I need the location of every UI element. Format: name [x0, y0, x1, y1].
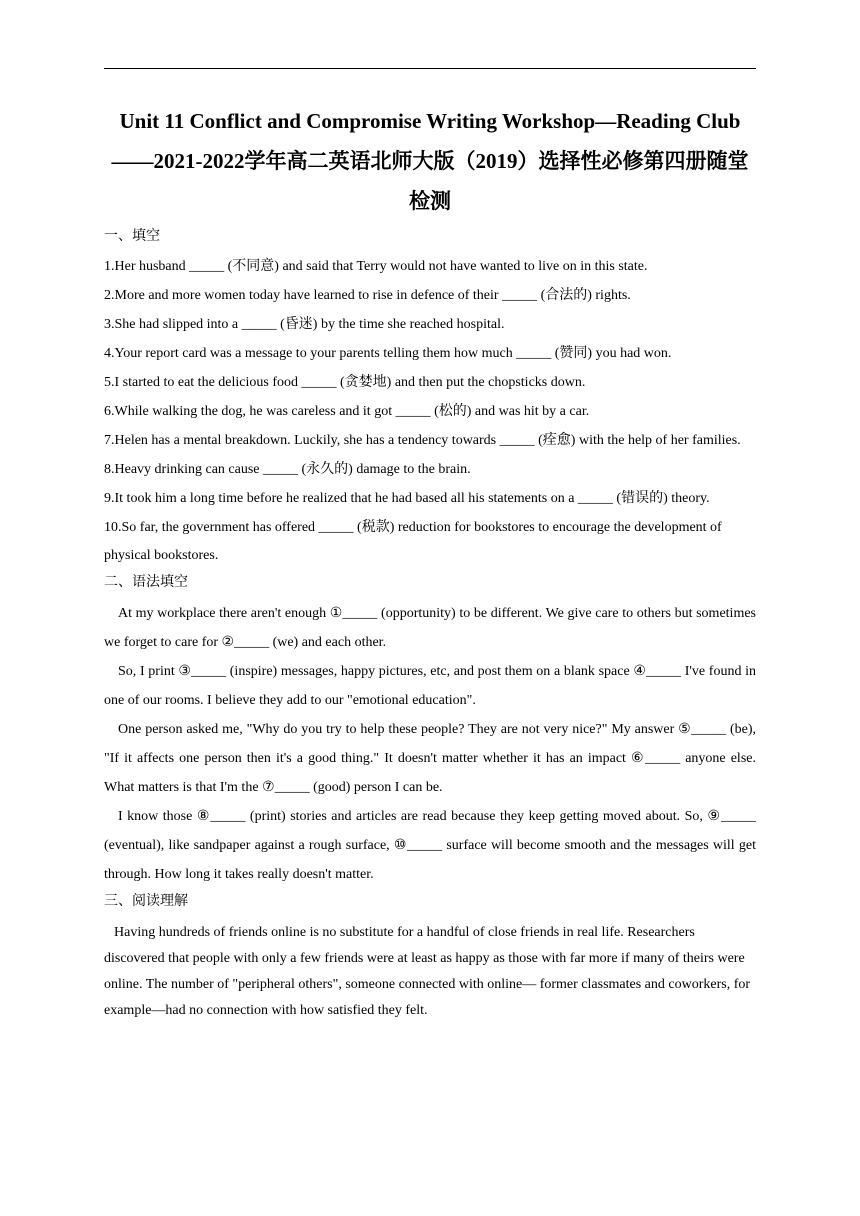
fill-blank-item: 1.Her husband _____ (不同意) and said that Terry would not have wanted to live on in this state.: [104, 259, 648, 274]
grammar-paragraph: At my workplace there aren't enough ①_____ (opportunity) to be different. We give care to others but sometimes we forget to care for ②_____ (we) and each other.: [104, 606, 756, 650]
fill-blank-item: 7.Helen has a mental breakdown. Luckily, she has a tendency towards _____ (痊愈) with the help of her families.: [104, 433, 741, 448]
fill-blank-item: 10.So far, the government has offered _____ (税款) reduction for bookstores to encourage the development of physical bookstores.: [104, 520, 722, 563]
document-title: Unit 11 Conflict and Compromise Writing Workshop—Reading Club——2021-2022学年高二英语北师大版（2019）选择性必修第四册随堂检测: [111, 109, 749, 213]
section-heading-grammar-fill: 二、语法填空: [104, 575, 188, 590]
section-heading-reading: 三、阅读理解: [104, 894, 188, 909]
fill-blank-list: [104, 253, 756, 570]
grammar-paragraph: One person asked me, "Why do you try to help these people? They are not very nice?" My answer ⑤_____ (be), "If it affects one person then it's a good thing." It doesn't matter whether it has an impact ⑥_____ anyone else. What matters is that I'm the ⑦_____ (good) person I can be.: [104, 722, 756, 795]
section-heading-fill-blank: 一、填空: [104, 229, 160, 244]
fill-blank-item: 6.While walking the dog, he was careless and it got _____ (松的) and was hit by a car.: [104, 404, 590, 419]
grammar-paragraph: I know those ⑧_____ (print) stories and articles are read because they keep getting moved about. So, ⑨_____ (eventual), like sandpaper against a rough surface, ⑩_____ surface will become smooth and the messages will get through. How long it takes really doesn't matter.: [104, 809, 756, 882]
fill-blank-item: 3.She had slipped into a _____ (昏迷) by the time she reached hospital.: [104, 317, 505, 332]
fill-blank-item: 5.I started to eat the delicious food _____ (贪婪地) and then put the chopsticks down.: [104, 375, 586, 390]
grammar-fill-passage: [104, 599, 756, 889]
document-body: [104, 224, 756, 1024]
grammar-paragraph: So, I print ③_____ (inspire) messages, happy pictures, etc, and post them on a blank space ④_____ I've found in one of our rooms. I believe they add to our "emotional education".: [104, 664, 756, 708]
fill-blank-item: 4.Your report card was a message to your parents telling them how much _____ (赞同) you had won.: [104, 346, 672, 361]
header-rule: [104, 68, 756, 69]
reading-paragraph: Having hundreds of friends online is no substitute for a handful of close friends in real life. Researchers discovered that people with only a few friends were at least as happy as those with far more if many of theirs were online. The number of "peripheral others", someone connected with online— former classmates and coworkers, for example—had no connection with how satisfied they felt.: [104, 925, 751, 1018]
fill-blank-item: 2.More and more women today have learned to rise in defence of their _____ (合法的) rights.: [104, 288, 631, 303]
fill-blank-item: 9.It took him a long time before he realized that he had based all his statements on a _____ (错误的) theory.: [104, 491, 710, 506]
fill-blank-item: 8.Heavy drinking can cause _____ (永久的) damage to the brain.: [104, 462, 471, 477]
